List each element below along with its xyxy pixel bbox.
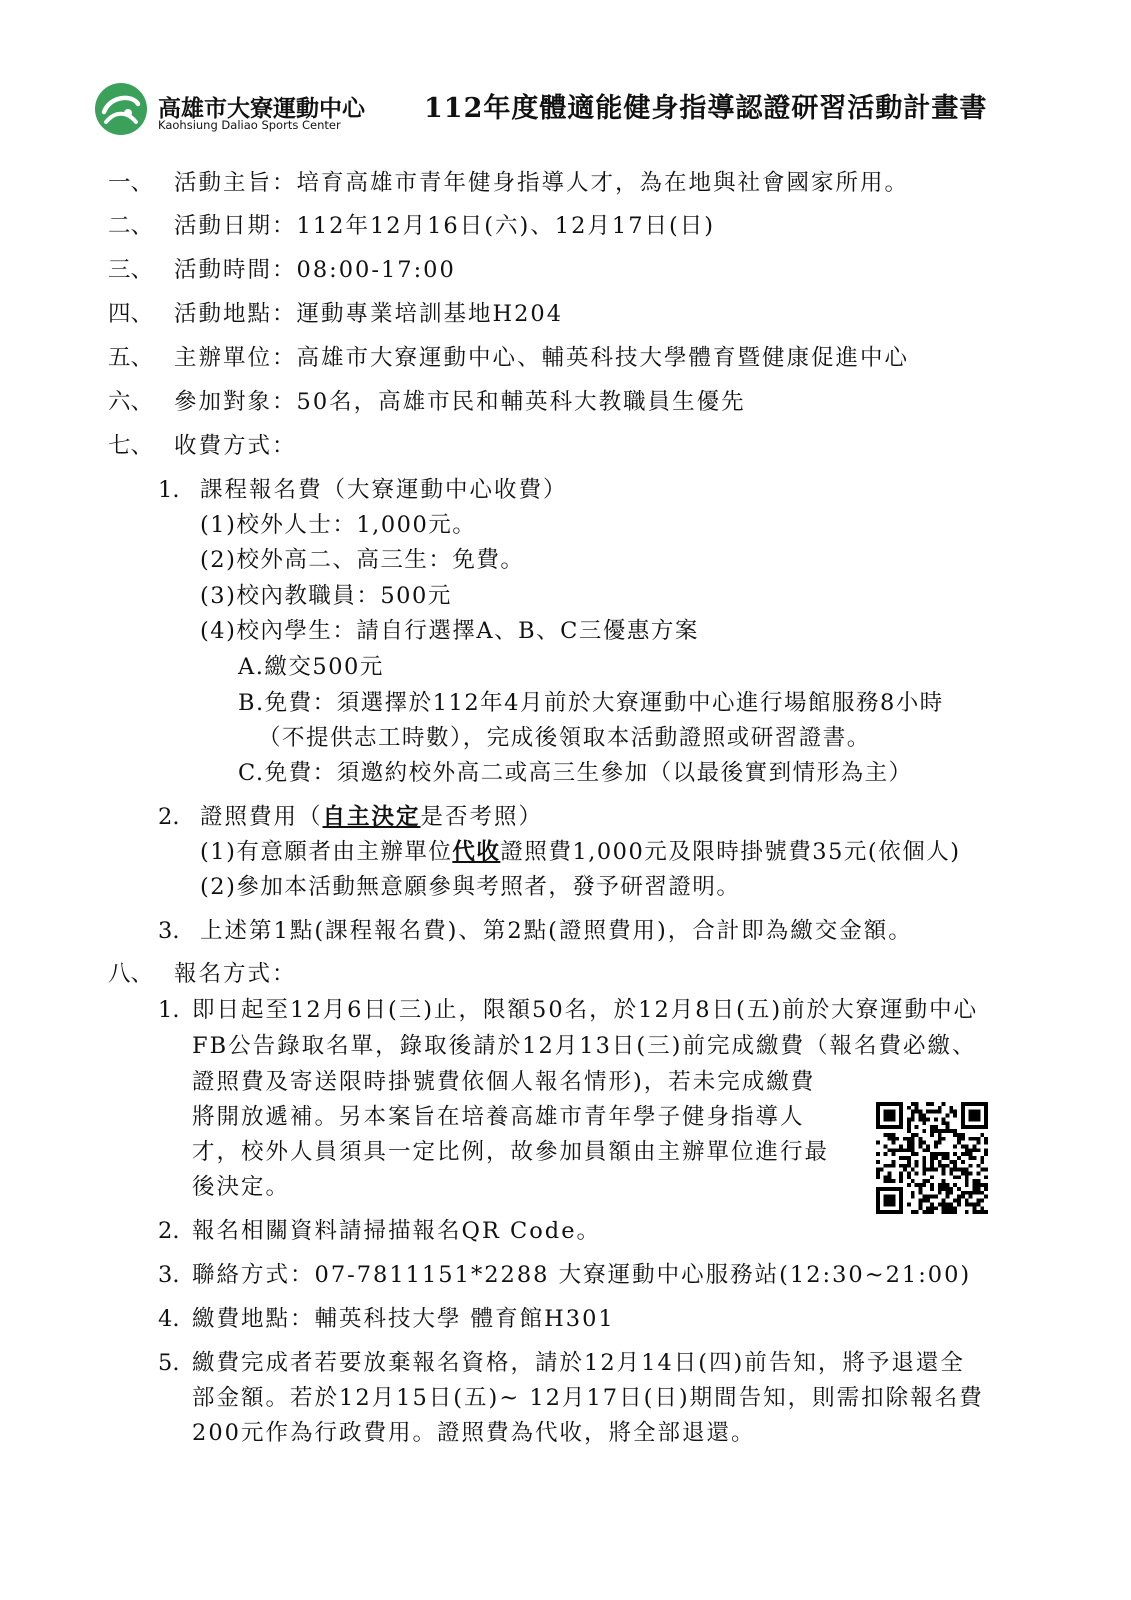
org-name-en: Kaohsiung Daliao Sports Center: [158, 118, 341, 132]
fee-point-3-text: 上述第1點(課程報名費)、第2點(證照費用)，合計即為繳交金額。: [200, 918, 913, 944]
signup-point-5-line-3: 200元作為行政費用。證照費為代收，將全部退還。: [192, 1420, 756, 1446]
fee-point-2-text-a: 證照費用（: [200, 804, 323, 830]
cert-item-1: [200, 841, 961, 864]
signup-point-5-number: 5.: [158, 1350, 180, 1376]
section-8-text: 報名方式：: [174, 961, 297, 987]
signup-point-1-line-5: 才，校外人員須具一定比例，故參加員額由主辦單位進行最: [192, 1139, 830, 1165]
fee-point-2-text: [200, 806, 543, 829]
cert-item-1-a: (1)有意願者由主辦單位: [200, 839, 453, 865]
fee-point-3-number: 3.: [158, 918, 180, 944]
section-5-number: 五、: [108, 345, 154, 371]
cert-item-1-b: 證照費1,000元及限時掛號費35元(依個人): [500, 839, 961, 865]
fee-option-a: A.繳交500元: [238, 654, 384, 680]
fee-option-b-line-1: B.免費：須選擇於112年4月前於大寮運動中心進行場館服務8小時: [238, 690, 944, 716]
signup-point-1-line-1: 即日起至12月6日(三)止，限額50名，於12月8日(五)前於大寮運動中心: [192, 997, 979, 1023]
signup-point-3-number: 3.: [158, 1262, 180, 1288]
section-2-number: 二、: [108, 213, 154, 239]
section-1-number: 一、: [108, 170, 154, 196]
signup-point-5-line-1: 繳費完成者若要放棄報名資格，請於12月14日(四)前告知，將予退還全: [192, 1350, 965, 1376]
signup-point-2-number: 2.: [158, 1218, 180, 1244]
section-8-number: 八、: [108, 961, 154, 987]
signup-point-1-line-4: 將開放遞補。另本案旨在培養高雄市青年學子健身指導人: [192, 1104, 805, 1130]
fee-item-3: (3)校內教職員：500元: [200, 583, 452, 609]
registration-qr-code[interactable]: [876, 1102, 988, 1214]
section-5-text: 主辦單位：高雄市大寮運動中心、輔英科技大學體育暨健康促進中心: [174, 345, 910, 371]
section-3-text: 活動時間：08:00-17:00: [174, 257, 456, 283]
cert-item-1-emphasis: 代收: [452, 839, 501, 865]
fee-option-b-line-2: （不提供志工時數），完成後領取本活動證照或研習證書。: [258, 725, 871, 751]
signup-point-5-line-2: 部金額。若於12月15日(五)~ 12月17日(日)期間告知，則需扣除報名費: [192, 1385, 984, 1411]
signup-point-1-line-6: 後決定。: [192, 1174, 291, 1200]
signup-point-1-line-2: FB公告錄取名單，錄取後請於12月13日(三)前完成繳費（報名費必繳、: [192, 1033, 977, 1059]
signup-point-1-line-3: 證照費及寄送限時掛號費依個人報名情形)，若未完成繳費: [192, 1069, 816, 1095]
fee-item-2: (2)校外高二、高三生：免費。: [200, 547, 525, 573]
fee-point-1-number: 1.: [158, 477, 180, 503]
fee-item-1: (1)校外人士：1,000元。: [200, 512, 477, 538]
document-title: 112年度體適能健身指導認證研習活動計畫書: [424, 93, 988, 124]
fee-item-4: (4)校內學生：請自行選擇A、B、C三優惠方案: [200, 618, 699, 644]
signup-point-4-text: 繳費地點：輔英科技大學 體育館H301: [192, 1306, 615, 1332]
fee-point-2-number: 2.: [158, 804, 180, 830]
section-2-text: 活動日期：112年12月16日(六)、12月17日(日): [174, 213, 716, 239]
fee-point-1-text: 課程報名費（大寮運動中心收費）: [200, 477, 568, 503]
section-3-number: 三、: [108, 257, 154, 283]
signup-point-3-text: 聯絡方式：07-7811151*2288 大寮運動中心服務站(12:30~21:00): [192, 1262, 972, 1288]
signup-point-2-text: 報名相關資料請掃描報名QR Code。: [192, 1218, 602, 1244]
fee-point-2-text-b: 是否考照）: [420, 804, 544, 830]
section-7-number: 七、: [108, 433, 154, 459]
section-4-text: 活動地點：運動專業培訓基地H204: [174, 301, 564, 327]
signup-point-1-number: 1.: [158, 997, 180, 1023]
fee-point-2-emphasis: 自主決定: [322, 804, 421, 830]
section-6-text: 參加對象：50名，高雄市民和輔英科大教職員生優先: [174, 389, 746, 415]
section-6-number: 六、: [108, 389, 154, 415]
section-4-number: 四、: [108, 301, 154, 327]
cert-item-2: (2)參加本活動無意願參與考照者，發予研習證明。: [200, 874, 741, 900]
sports-center-logo-icon: [94, 82, 148, 136]
section-1-text: 活動主旨：培育高雄市青年健身指導人才，為在地與社會國家所用。: [174, 170, 910, 196]
org-name-cn: 高雄市大寮運動中心: [158, 96, 365, 122]
signup-point-4-number: 4.: [158, 1306, 180, 1332]
section-7-text: 收費方式：: [174, 433, 297, 459]
fee-option-c: C.免費：須邀約校外高二或高三生參加（以最後實到情形為主）: [238, 760, 913, 786]
